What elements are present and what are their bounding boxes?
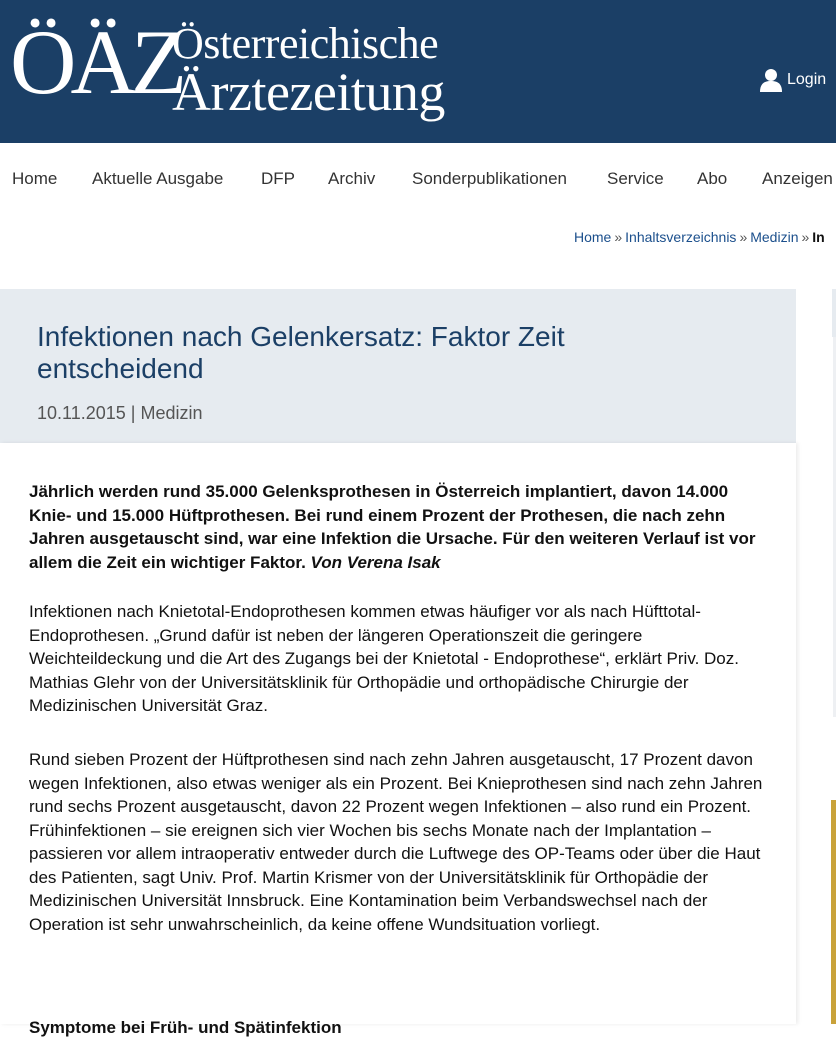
article-header [0, 289, 796, 443]
breadcrumb-separator: » [739, 229, 748, 245]
article-subheading: Symptome bei Früh- und Spätinfektion [29, 1018, 342, 1037]
nav-item-archiv[interactable]: Archiv [328, 169, 376, 188]
article-paragraph-1: Infektionen nach Knietotal-Endoprothesen kommen etwas häufiger vor als nach Hüfttotal-Endoprothesen. „Grund dafür ist neben der längeren Operationszeit die geringere Weichteildeckung und die Art des Zugangs bei der Knietotal - Endoprothese“, erklärt Priv. Doz. Mathias Glehr von der Universitätsklinik für Orthopädie und orthopädische Chirurgie der Medizinischen Universität Graz. [29, 602, 739, 715]
article-lead-text: Jährlich werden rund 35.000 Gelenksprothesen in Österreich implantiert, davon 14.000 Knie- und 15.000 Hüftprothesen. Bei rund einem Prozent der Prothesen, die nach zehn Jahren ausgetauscht sind, war eine Infektion die Ursache. Für den weiteren Verlauf ist vor allem die Zeit ein wichtiger Faktor. [29, 482, 756, 572]
article-category-link[interactable]: Medizin [140, 403, 203, 423]
breadcrumb-separator: » [801, 229, 810, 245]
article-paragraph-2: Rund sieben Prozent der Hüftprothesen sind nach zehn Jahren ausgetauscht, 17 Prozent davon wegen Infektionen, also etwas weniger als ein Prozent. Bei Knieprothesen sind nach zehn Jahren rund sechs Prozent ausgetauscht, davon 22 Prozent wegen Infektionen – also rund ein Prozent. Frühinfektionen – sie ereignen sich vier Wochen bis sechs Monate nach der Implantation – passieren vor allem intraoperativ entweder durch die Luftwege des OP-Teams oder über die Haut des Patienten, sagt Univ. Prof. Martin Krismer von der Universitätsklinik für Orthopädie der Medizinischen Universität Innsbruck. Eine Kontamination beim Verbandswechsel nach der Operation ist sehr unwahrscheinlich, da keine offene Wundsituation vorliegt. [29, 750, 763, 934]
article-date: 10.11.2015 [37, 403, 126, 423]
logo-line-2: Ärztezeitung [172, 62, 445, 122]
site-header [0, 0, 836, 143]
login-button[interactable] [760, 68, 826, 92]
breadcrumb-separator: » [614, 229, 623, 245]
breadcrumb-inhaltsverzeichnis[interactable]: Inhaltsverzeichnis [625, 229, 737, 245]
meta-separator: | [130, 403, 136, 423]
breadcrumb-medizin[interactable]: Medizin [750, 229, 799, 245]
nav-item-aktuelle-ausgabe[interactable]: Aktuelle Ausgabe [92, 169, 224, 188]
breadcrumb-current: In [812, 229, 825, 245]
nav-item-anzeigen[interactable]: Anzeigen [762, 169, 833, 188]
nav-item-service[interactable]: Service [607, 169, 664, 188]
breadcrumb [574, 229, 825, 245]
nav-item-dfp[interactable]: DFP [261, 169, 295, 188]
logo-mark[interactable]: ÖÄZ [10, 11, 182, 113]
sidebar-panel [832, 289, 836, 337]
article-lead [29, 480, 769, 574]
logo-wordmark[interactable] [172, 19, 445, 122]
nav-item-abo[interactable]: Abo [697, 169, 728, 188]
logo-line-1: Österreichische [172, 19, 439, 68]
breadcrumb-home[interactable]: Home [574, 229, 612, 245]
article-meta [37, 403, 203, 424]
sidebar-ad-banner[interactable] [831, 800, 836, 1024]
main-navigation [0, 143, 836, 216]
nav-item-sonderpublikationen[interactable]: Sonderpublikationen [412, 169, 568, 188]
login-label: Login [787, 71, 827, 88]
user-icon [760, 68, 782, 92]
article-author: Von Verena Isak [310, 552, 441, 572]
nav-item-home[interactable]: Home [12, 169, 58, 188]
article-title: Infektionen nach Gelenkersatz: Faktor Zeit entscheidend [37, 321, 565, 384]
